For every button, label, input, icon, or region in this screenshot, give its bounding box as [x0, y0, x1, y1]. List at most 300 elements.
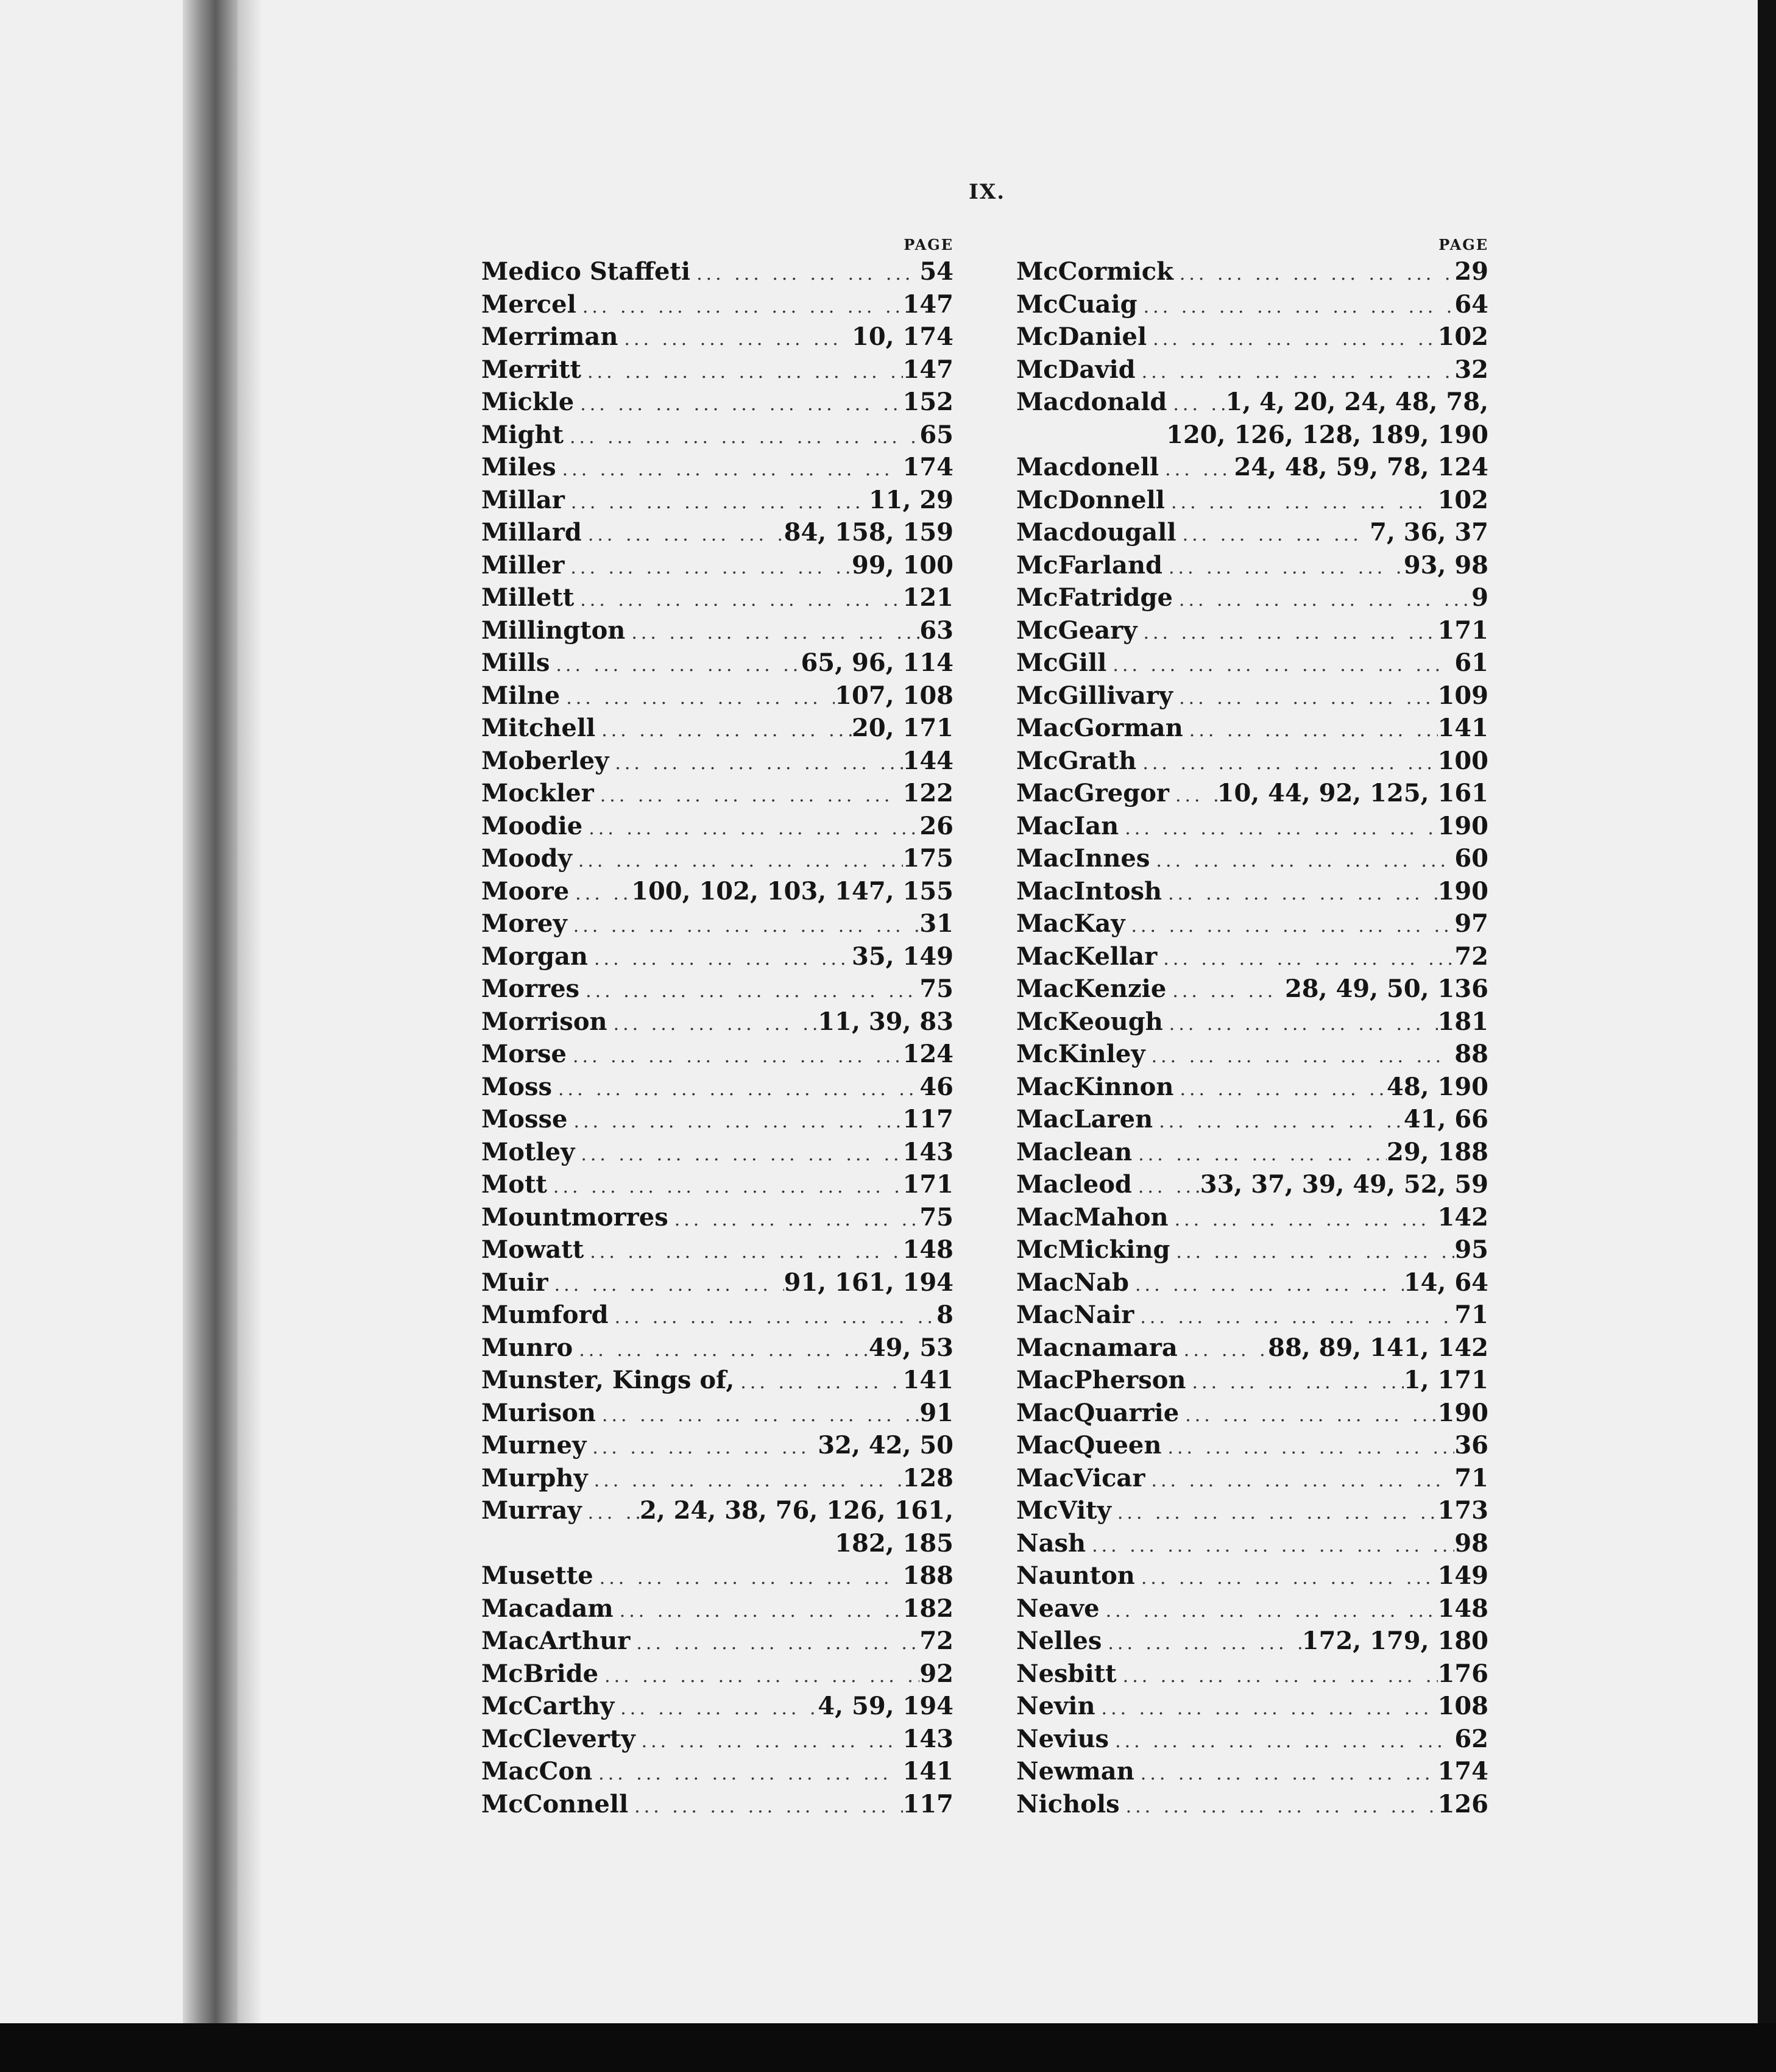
entry-pages: 4, 59, 194	[818, 1692, 953, 1720]
entry-name: Murney	[481, 1431, 587, 1460]
leader-dots	[574, 388, 902, 421]
leader-dots	[1111, 1497, 1438, 1530]
entry-name: Millington	[481, 616, 626, 645]
leader-dots	[1173, 584, 1471, 617]
entry-name: Mumford	[481, 1300, 609, 1329]
entry-name: McFatridge	[1016, 583, 1173, 612]
entry-name: McGill	[1016, 648, 1107, 677]
leader-dots	[574, 584, 902, 617]
entry-name: Millett	[481, 583, 575, 612]
index-entry	[481, 288, 953, 321]
entry-name: MacQuarrie	[1016, 1398, 1180, 1427]
entry-name: Moody	[481, 844, 572, 873]
index-entry	[481, 353, 953, 386]
leader-dots	[1161, 1432, 1454, 1464]
entry-name: Morey	[481, 909, 567, 938]
entry-name: McKeough	[1016, 1007, 1163, 1036]
entry-name: Morse	[481, 1040, 567, 1068]
page-column-header: PAGE	[1438, 236, 1488, 254]
entry-pages: 121	[902, 583, 953, 612]
index-entry	[481, 712, 953, 745]
entry-pages: 11, 29	[868, 485, 953, 514]
entry-name: Mowatt	[481, 1235, 584, 1264]
leader-dots	[573, 1334, 869, 1367]
entry-name: Mott	[481, 1170, 547, 1199]
entry-name: MacNair	[1016, 1300, 1134, 1329]
index-entry	[481, 1364, 953, 1397]
entry-pages: 2, 24, 38, 76, 126, 161,	[640, 1496, 953, 1525]
entry-pages: 117	[902, 1105, 953, 1134]
index-entry	[481, 451, 953, 484]
entry-pages: 171	[902, 1170, 953, 1199]
entry-name: Nevin	[1016, 1692, 1095, 1720]
index-entry	[481, 549, 953, 582]
entry-name: McConnell	[481, 1789, 629, 1818]
entry-name: McCarthy	[481, 1692, 615, 1720]
index-entry	[481, 1723, 953, 1756]
entry-name: Macdonald	[1016, 388, 1167, 416]
entry-pages: 72	[919, 1627, 953, 1655]
entry-pages: 93, 98	[1403, 550, 1488, 580]
entry-name: MacLaren	[1016, 1105, 1153, 1134]
entry-name: Macnamara	[1016, 1333, 1178, 1362]
index-entry	[1016, 1429, 1488, 1462]
leader-dots	[1147, 323, 1437, 356]
entry-pages: 176	[1437, 1659, 1488, 1688]
entry-name: McBride	[481, 1659, 599, 1688]
index-entry	[1016, 1658, 1488, 1691]
index-entry	[1016, 1494, 1488, 1527]
entry-pages: 172, 179, 180	[1301, 1627, 1488, 1655]
index-entry	[1016, 1266, 1488, 1299]
leader-dots	[1100, 1595, 1438, 1628]
entry-pages: 143	[902, 1137, 953, 1166]
entry-pages: 8	[936, 1300, 953, 1329]
entry-pages: 41, 66	[1403, 1105, 1488, 1134]
entry-pages: 7, 36, 37	[1370, 518, 1488, 547]
index-entry	[1016, 1168, 1488, 1201]
leader-dots	[1150, 845, 1454, 878]
index-column-right	[1016, 235, 1488, 1820]
entry-pages: 36	[1454, 1431, 1488, 1460]
index-entry	[1016, 484, 1488, 517]
entry-name: Mockler	[481, 779, 594, 807]
entry-name: McDavid	[1016, 355, 1136, 384]
entry-name: Motley	[481, 1137, 575, 1166]
entry-name: McCuaig	[1016, 289, 1137, 319]
leader-dots	[607, 1008, 818, 1041]
entry-pages: 100, 102, 103, 147, 155	[631, 876, 953, 906]
leader-dots	[1166, 975, 1285, 1008]
entry-name: Mountmorres	[481, 1202, 668, 1232]
entry-pages: 102	[1437, 485, 1488, 514]
index-entry	[1016, 1299, 1488, 1332]
index-entry	[481, 1397, 953, 1430]
leader-dots	[1132, 1171, 1200, 1204]
entry-name: McFarland	[1016, 550, 1162, 580]
entry-name: Miller	[481, 550, 565, 580]
entry-name: MacKay	[1016, 909, 1125, 938]
entry-pages: 72	[1454, 942, 1488, 971]
leader-dots	[1169, 1204, 1438, 1236]
index-entry	[1016, 1201, 1488, 1234]
entry-pages: 63	[919, 616, 953, 645]
entry-pages: 24, 48, 59, 78, 124	[1234, 453, 1488, 481]
index-entry	[1016, 842, 1488, 875]
index-column-left	[481, 235, 953, 1820]
entry-pages: 99, 100	[851, 550, 953, 580]
leader-dots	[593, 1562, 903, 1595]
index-entry	[1016, 1136, 1488, 1169]
index-entry	[481, 1755, 953, 1788]
index-entry	[481, 386, 953, 419]
index-entry	[481, 1559, 953, 1592]
entry-pages: 152	[902, 388, 953, 416]
index-entry	[1016, 712, 1488, 745]
index-entry	[1016, 647, 1488, 679]
leader-dots	[1163, 1008, 1438, 1041]
entry-name: MacGorman	[1016, 714, 1183, 742]
entry-name: McCormick	[1016, 257, 1173, 286]
entry-pages: 32, 42, 50	[818, 1431, 953, 1460]
entry-pages: 65	[919, 420, 953, 449]
index-entry	[1016, 321, 1488, 353]
entry-pages: 1, 171	[1403, 1366, 1488, 1394]
entry-pages: 14, 64	[1403, 1268, 1488, 1297]
leader-dots	[1170, 1236, 1454, 1269]
entry-name: Millard	[481, 518, 582, 547]
entry-name: Murray	[481, 1496, 582, 1525]
index-entry	[1016, 777, 1488, 810]
leader-dots	[588, 1464, 903, 1497]
leader-dots	[1178, 1334, 1268, 1367]
index-entry	[1016, 581, 1488, 614]
entry-pages: 109	[1437, 681, 1488, 710]
index-entry	[1016, 1559, 1488, 1592]
index-entry	[481, 1168, 953, 1201]
entry-pages: 84, 158, 159	[784, 518, 953, 547]
leader-dots	[1136, 356, 1455, 389]
index-entry	[1016, 516, 1488, 549]
entry-pages: 144	[902, 746, 953, 775]
entry-pages: 148	[1437, 1594, 1488, 1623]
entry-pages: 141	[1437, 714, 1488, 742]
entry-name: McVity	[1016, 1496, 1111, 1525]
entry-name: Miles	[481, 453, 556, 481]
index-entry	[1016, 353, 1488, 386]
leader-dots	[1119, 812, 1437, 845]
entry-pages: 75	[919, 1202, 953, 1232]
leader-dots	[1129, 1269, 1404, 1302]
leader-dots	[1186, 1366, 1404, 1399]
entry-name: Merritt	[481, 355, 582, 384]
leader-dots	[1134, 1758, 1438, 1790]
entry-name: Morrison	[481, 1007, 607, 1036]
index-entry	[481, 777, 953, 810]
entry-pages: 28, 49, 50, 136	[1284, 974, 1488, 1003]
entry-pages: 149	[1437, 1561, 1488, 1590]
leader-dots	[588, 943, 852, 976]
leader-dots	[581, 356, 902, 389]
entry-name: MacGregor	[1016, 779, 1169, 807]
entry-name: Musette	[481, 1561, 593, 1590]
leader-dots	[1157, 943, 1454, 976]
entry-pages: 190	[1437, 811, 1488, 840]
leader-dots	[564, 421, 919, 454]
leader-dots	[1173, 258, 1455, 291]
index-entry	[1016, 1071, 1488, 1104]
leader-dots	[668, 1204, 920, 1236]
entry-pages: 143	[902, 1724, 953, 1753]
entry-list	[1016, 255, 1488, 1820]
entry-pages: 88	[1454, 1040, 1488, 1068]
entry-pages: 20, 171	[851, 714, 953, 742]
leader-dots	[565, 486, 869, 519]
entry-pages: 142	[1437, 1202, 1488, 1232]
entry-name: Murphy	[481, 1463, 588, 1492]
entry-pages-continued: 182, 185	[835, 1528, 953, 1558]
index-entry	[481, 1690, 953, 1723]
entry-pages: 33, 37, 39, 49, 52, 59	[1200, 1170, 1488, 1199]
leader-dots	[1125, 910, 1454, 943]
index-entry	[481, 1494, 953, 1527]
index-entry	[1016, 1755, 1488, 1788]
leader-dots	[1086, 1530, 1454, 1563]
entry-pages: 141	[902, 1757, 953, 1786]
leader-dots	[1109, 1725, 1454, 1758]
entry-name: McDaniel	[1016, 322, 1147, 351]
scan-edge-bottom	[0, 2023, 1776, 2072]
entry-name: MacIan	[1016, 811, 1119, 840]
index-entry	[1016, 1592, 1488, 1625]
leader-dots	[584, 1236, 902, 1269]
entry-pages: 10, 44, 92, 125, 161	[1217, 779, 1488, 807]
leader-dots	[618, 323, 852, 356]
entry-pages: 65, 96, 114	[801, 648, 953, 677]
entry-pages: 29, 188	[1386, 1137, 1488, 1166]
index-entry	[1016, 1788, 1488, 1821]
entry-pages-continued: 120, 126, 128, 189, 190	[1166, 420, 1488, 449]
entry-name: MacPherson	[1016, 1366, 1186, 1394]
entry-pages: 107, 108	[835, 681, 953, 710]
entry-pages: 190	[1437, 1398, 1488, 1427]
leader-dots	[582, 812, 919, 845]
leader-dots	[560, 682, 835, 715]
entry-name: MacMahon	[1016, 1202, 1169, 1232]
index-entry	[481, 321, 953, 353]
index-entry	[481, 484, 953, 517]
leader-dots	[575, 1138, 902, 1171]
index-entry-continuation	[481, 1527, 953, 1560]
leader-dots	[734, 1366, 902, 1399]
index-entry	[1016, 679, 1488, 712]
entry-pages: 108	[1437, 1692, 1488, 1720]
index-entry	[1016, 614, 1488, 647]
index-entry	[1016, 288, 1488, 321]
index-entry	[1016, 549, 1488, 582]
entry-pages: 62	[1454, 1724, 1488, 1753]
leader-dots	[1162, 878, 1437, 910]
leader-dots	[550, 649, 801, 682]
leader-dots	[594, 779, 903, 812]
leader-dots	[567, 1105, 902, 1138]
index-entry	[481, 581, 953, 614]
index-entry	[481, 810, 953, 843]
entry-pages: 124	[902, 1040, 953, 1068]
leader-dots	[630, 1627, 919, 1660]
gutter-shadow	[238, 0, 262, 2023]
index-entry	[481, 1071, 953, 1104]
leader-dots	[635, 1725, 903, 1758]
index-entry	[1016, 1397, 1488, 1430]
entry-pages: 60	[1454, 844, 1488, 873]
entry-pages: 174	[902, 453, 953, 481]
leader-dots	[1095, 1692, 1438, 1725]
entry-pages: 141	[902, 1366, 953, 1394]
index-entry	[481, 1332, 953, 1364]
index-entry	[1016, 907, 1488, 940]
index-entry	[1016, 255, 1488, 288]
entry-name: Mitchell	[481, 714, 596, 742]
entry-name: MacVicar	[1016, 1463, 1145, 1492]
entry-name: Macdonell	[1016, 453, 1159, 481]
leader-dots	[567, 1040, 903, 1073]
leader-dots	[1159, 453, 1234, 486]
leader-dots	[556, 453, 903, 486]
index-entry	[1016, 386, 1488, 419]
entry-pages: 88, 89, 141, 142	[1268, 1333, 1488, 1362]
index-entry	[481, 1038, 953, 1071]
entry-name: MacIntosh	[1016, 876, 1162, 906]
entry-pages: 148	[902, 1235, 953, 1264]
entry-name: Munster, Kings of,	[481, 1366, 735, 1394]
entry-name: Mills	[481, 648, 550, 677]
entry-name: Mercel	[481, 289, 576, 319]
leader-dots	[567, 910, 920, 943]
entry-name: MacKellar	[1016, 942, 1158, 971]
index-entry	[481, 614, 953, 647]
leader-dots	[1162, 552, 1404, 584]
entry-name: McMicking	[1016, 1235, 1170, 1264]
entry-name: Nichols	[1016, 1789, 1120, 1818]
index-entry	[481, 745, 953, 778]
leader-dots	[614, 1595, 903, 1628]
entry-name: Merriman	[481, 322, 618, 351]
index-entry	[481, 1266, 953, 1299]
index-entry	[481, 1625, 953, 1658]
entry-pages: 48, 190	[1386, 1072, 1488, 1101]
index-entry	[481, 1136, 953, 1169]
entry-name: Moore	[481, 876, 570, 906]
leader-dots	[628, 1790, 902, 1823]
entry-name: Nevius	[1016, 1724, 1109, 1753]
entry-name: Might	[481, 420, 564, 449]
index-entry	[481, 1299, 953, 1332]
index-entry	[1016, 745, 1488, 778]
index-entry	[481, 907, 953, 940]
leader-dots	[596, 1399, 919, 1432]
index-entry	[481, 1103, 953, 1136]
leader-dots	[576, 291, 903, 324]
entry-name: Macadam	[481, 1594, 614, 1623]
scan-edge-right	[1758, 0, 1776, 2029]
leader-dots	[1102, 1627, 1301, 1660]
index-entry	[481, 1658, 953, 1691]
entry-pages: 173	[1437, 1496, 1488, 1525]
leader-dots	[1176, 519, 1370, 552]
leader-dots	[1169, 779, 1217, 812]
entry-name: MacKinnon	[1016, 1072, 1174, 1101]
entry-pages: 1, 4, 20, 24, 48, 78,	[1225, 388, 1488, 416]
leader-dots	[586, 1432, 818, 1464]
entry-name: Moodie	[481, 811, 583, 840]
leader-dots	[1173, 1073, 1387, 1106]
entry-pages: 71	[1454, 1300, 1488, 1329]
entry-pages: 35, 149	[851, 942, 953, 971]
index-entry	[1016, 940, 1488, 973]
entry-pages: 10, 174	[851, 322, 953, 351]
index-entry	[1016, 451, 1488, 484]
entry-name: MacInnes	[1016, 844, 1150, 873]
entry-pages: 97	[1454, 909, 1488, 938]
leader-dots	[609, 1301, 937, 1334]
entry-pages: 182	[902, 1594, 953, 1623]
leader-dots	[569, 878, 631, 910]
index-entry	[1016, 1690, 1488, 1723]
entry-pages: 100	[1437, 746, 1488, 775]
entry-name: McCleverty	[481, 1724, 635, 1753]
index-entry	[481, 842, 953, 875]
page-column-header: PAGE	[904, 236, 953, 254]
entry-pages: 102	[1437, 322, 1488, 351]
entry-name: McKinley	[1016, 1040, 1145, 1068]
leader-dots	[1173, 682, 1437, 715]
entry-pages: 91	[919, 1398, 953, 1427]
leader-dots	[1179, 1399, 1437, 1432]
entry-name: Newman	[1016, 1757, 1134, 1786]
entry-pages: 126	[1437, 1789, 1488, 1818]
entry-name: Macleod	[1016, 1170, 1132, 1199]
index-entry	[481, 875, 953, 908]
entry-name: Nesbitt	[1016, 1659, 1117, 1688]
index-entry	[1016, 1364, 1488, 1397]
leader-dots	[1120, 1790, 1438, 1823]
entry-list	[481, 255, 953, 1820]
index-entry	[481, 255, 953, 288]
index-entry	[1016, 1332, 1488, 1364]
entry-pages: 122	[902, 779, 953, 807]
entry-pages: 188	[902, 1561, 953, 1590]
entry-name: Moss	[481, 1072, 552, 1101]
entry-pages: 92	[919, 1659, 953, 1688]
entry-pages: 64	[1454, 289, 1488, 319]
entry-pages: 29	[1454, 257, 1488, 286]
entry-name: Muir	[481, 1268, 548, 1297]
entry-name: Munro	[481, 1333, 573, 1362]
entry-name: Mickle	[481, 388, 575, 416]
leader-dots	[552, 1073, 919, 1106]
leader-dots	[1167, 388, 1225, 421]
leader-dots	[548, 1269, 784, 1302]
leader-dots	[1106, 649, 1454, 682]
entry-name: McGillivary	[1016, 681, 1173, 710]
entry-pages: 98	[1454, 1528, 1488, 1558]
index-entry	[1016, 875, 1488, 908]
index-entry	[481, 1006, 953, 1038]
entry-pages: 9	[1471, 583, 1488, 612]
index-entry	[1016, 1233, 1488, 1266]
entry-name: MacQueen	[1016, 1431, 1162, 1460]
